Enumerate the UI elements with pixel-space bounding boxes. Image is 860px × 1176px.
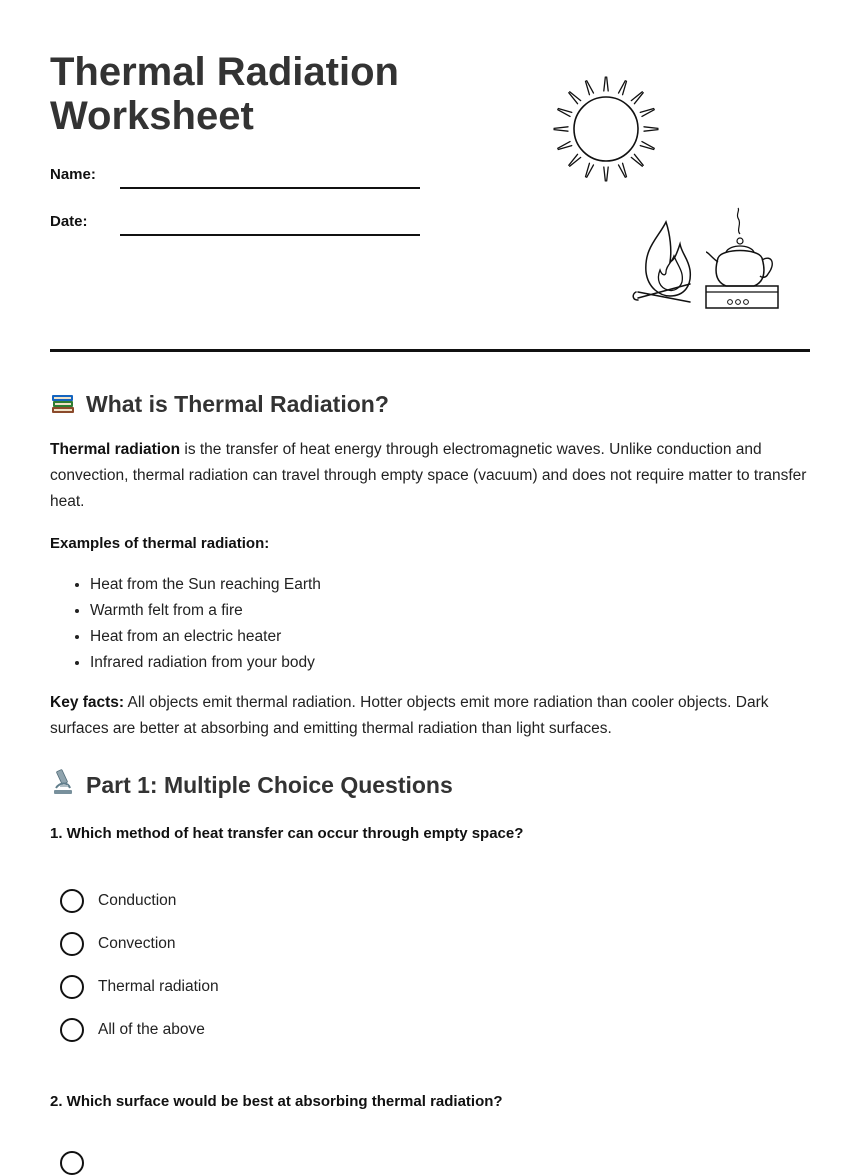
date-field-line[interactable] (120, 234, 420, 236)
fire-and-kettle-icon (630, 206, 786, 314)
list-item: • Warmth felt from a fire (90, 598, 321, 624)
name-label: Name: (50, 166, 96, 183)
key-facts-label: Key facts: (50, 694, 125, 711)
name-field-line[interactable] (120, 187, 420, 189)
radio-button[interactable] (60, 975, 84, 999)
list-item: • Heat from the Sun reaching Earth (90, 572, 321, 598)
q1-option-all-of-the-above[interactable] (60, 1017, 205, 1043)
microscope-icon (50, 768, 78, 802)
radio-button[interactable] (60, 889, 84, 913)
list-item: • Heat from an electric heater (90, 624, 321, 650)
page-title: Thermal Radiation Worksheet (50, 50, 399, 138)
examples-list (50, 572, 321, 676)
key-facts-paragraph (50, 690, 810, 742)
q1-option-thermal-radiation[interactable] (60, 974, 219, 1000)
radio-button[interactable] (60, 1151, 84, 1175)
option-label: Conduction (98, 892, 177, 909)
books-icon (50, 391, 78, 421)
section-heading-part1-text: Part 1: Multiple Choice Questions (86, 772, 453, 798)
section-heading-part1 (50, 768, 453, 802)
sun-icon (548, 70, 666, 190)
list-item: • Infrared radiation from your body (90, 650, 321, 676)
definition-term: Thermal radiation (50, 441, 181, 458)
option-label: All of the above (98, 1021, 205, 1038)
definition-paragraph (50, 437, 810, 515)
key-facts-text: All objects emit thermal radiation. Hotter objects emit more radiation than cooler objects. Dark surfaces are better at absorbing and emitting thermal radiation than light surfaces. (50, 694, 769, 737)
q1-option-conduction[interactable] (60, 888, 176, 914)
question-1: 1. Which method of heat transfer can occur through empty space? (50, 825, 524, 842)
definition-text: is the transfer of heat energy through electromagnetic waves. Unlike conduction and convection, thermal radiation can travel through empty space (vacuum) and does not require matter to transfer heat. (50, 441, 807, 510)
radio-button[interactable] (60, 1018, 84, 1042)
header-divider (50, 349, 810, 352)
q1-option-convection[interactable] (60, 931, 176, 957)
radio-button[interactable] (60, 932, 84, 956)
option-label: Convection (98, 935, 176, 952)
examples-heading: Examples of thermal radiation: (50, 535, 270, 552)
section-heading-intro (50, 390, 389, 421)
option-label: Thermal radiation (98, 978, 219, 995)
date-label: Date: (50, 213, 88, 230)
section-heading-intro-text: What is Thermal Radiation? (86, 391, 389, 417)
q2-option-first[interactable] (60, 1150, 84, 1176)
question-2: 2. Which surface would be best at absorbing thermal radiation? (50, 1093, 503, 1110)
